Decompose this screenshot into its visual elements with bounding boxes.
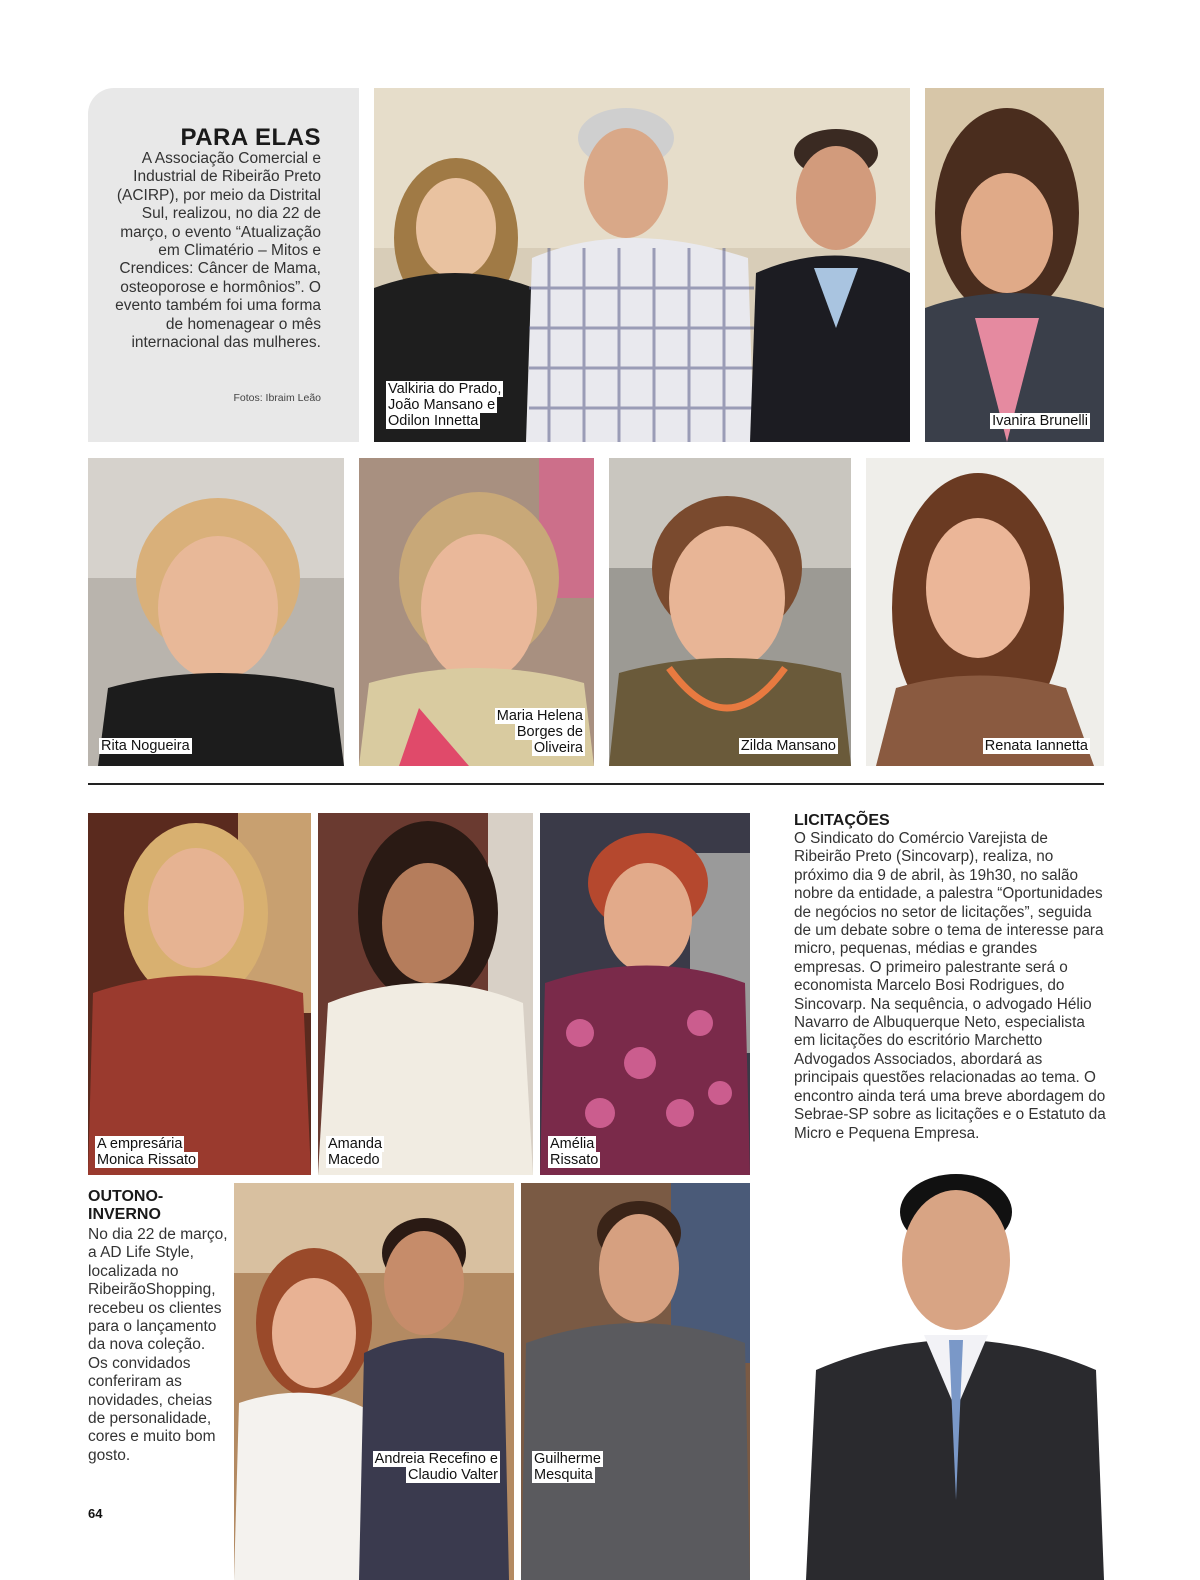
photo-renata-iannetta: [866, 458, 1104, 766]
photo-rita-nogueira: [88, 458, 344, 766]
caption-maria-helena: Maria Helena Borges de Oliveira: [496, 708, 583, 756]
caption-rita-nogueira: Rita Nogueira: [101, 738, 190, 754]
caption-guilherme-mesquita: Guilherme Mesquita: [534, 1451, 601, 1483]
caption-monica-rissato: A empresária Monica Rissato: [97, 1136, 197, 1168]
photo-guilherme-mesquita: [521, 1183, 750, 1580]
licitacoes-paragraph: O Sindicato do Comércio Varejista de Ribeirão Preto (Sincovarp), realiza, no próximo dia 9 de abril, às 19h30, no salão nobre da entidade, a palestra “Oportunidades de negócios no setor de licitações”, seguida de um debate sobre o tema de interesse para micro, pequenas, médias e grandes empresas. O primeiro palestrante será o economista Marcelo Bosi Rodrigues, do Sincovarp. Na sequência, o advogado Hélio Navarro de Albuquerque Neto, especialista em licitações do escritório Marchetto Advogados Associados, abordará as principais questões relacionadas ao tema. O encontro ainda terá uma breve abordagem do Sebrae-SP sobre as licitações e o Estatuto da Micro e Pequena Empresa.: [794, 830, 1106, 1142]
section-title-licitacoes: LICITAÇÕES: [794, 812, 890, 829]
caption-valkiria-joao-odilon: Valkiria do Prado, João Mansano e Odilon Innetta: [388, 381, 502, 429]
photo-amanda-macedo: [318, 813, 533, 1175]
caption-renata-iannetta: Renata Iannetta: [984, 738, 1088, 754]
para-elas-box: [88, 88, 359, 442]
section-divider: [88, 783, 1104, 785]
caption-andreia-claudio: Andreia Recefino e Claudio Valter: [374, 1451, 498, 1483]
outono-inverno-paragraph: No dia 22 de março, a AD Life Style, localizada no RibeirãoShopping, recebeu os clientes para o lançamento da nova coleção. Os convidados conferiram as novidades, cheias de personalidade, cores e muito bom gosto.: [88, 1226, 228, 1464]
caption-amelia-rissato: Amélia Rissato: [550, 1136, 599, 1168]
caption-amanda-macedo: Amanda Macedo: [328, 1136, 383, 1168]
photo-credit: Fotos: Ibraim Leão: [233, 392, 321, 404]
caption-zilda-mansano: Zilda Mansano: [740, 738, 836, 754]
photo-amelia-rissato: [540, 813, 750, 1175]
section-title-outono-inverno: OUTONO- INVERNO: [88, 1188, 164, 1223]
photo-zilda-mansano: [609, 458, 851, 766]
photo-ivanira-brunelli: [925, 88, 1104, 442]
photo-andreia-claudio: [234, 1183, 514, 1580]
section-title-para-elas: PARA ELAS: [180, 124, 321, 151]
photo-monica-rissato: [88, 813, 311, 1175]
photo-speaker-portrait: [806, 1170, 1104, 1580]
caption-ivanira-brunelli: Ivanira Brunelli: [992, 413, 1088, 429]
para-elas-paragraph: A Associação Comercial e Industrial de Ribeirão Preto (ACIRP), por meio da Distrital Sul, realizou, no dia 22 de março, o evento “Atualização em Climatério – Mitos e Crendices: Câncer de Mama, osteoporose e hormônios”. O evento também foi uma forma de homenagear o mês internacional das mulheres.: [115, 150, 321, 352]
page-number: 64: [88, 1506, 103, 1521]
